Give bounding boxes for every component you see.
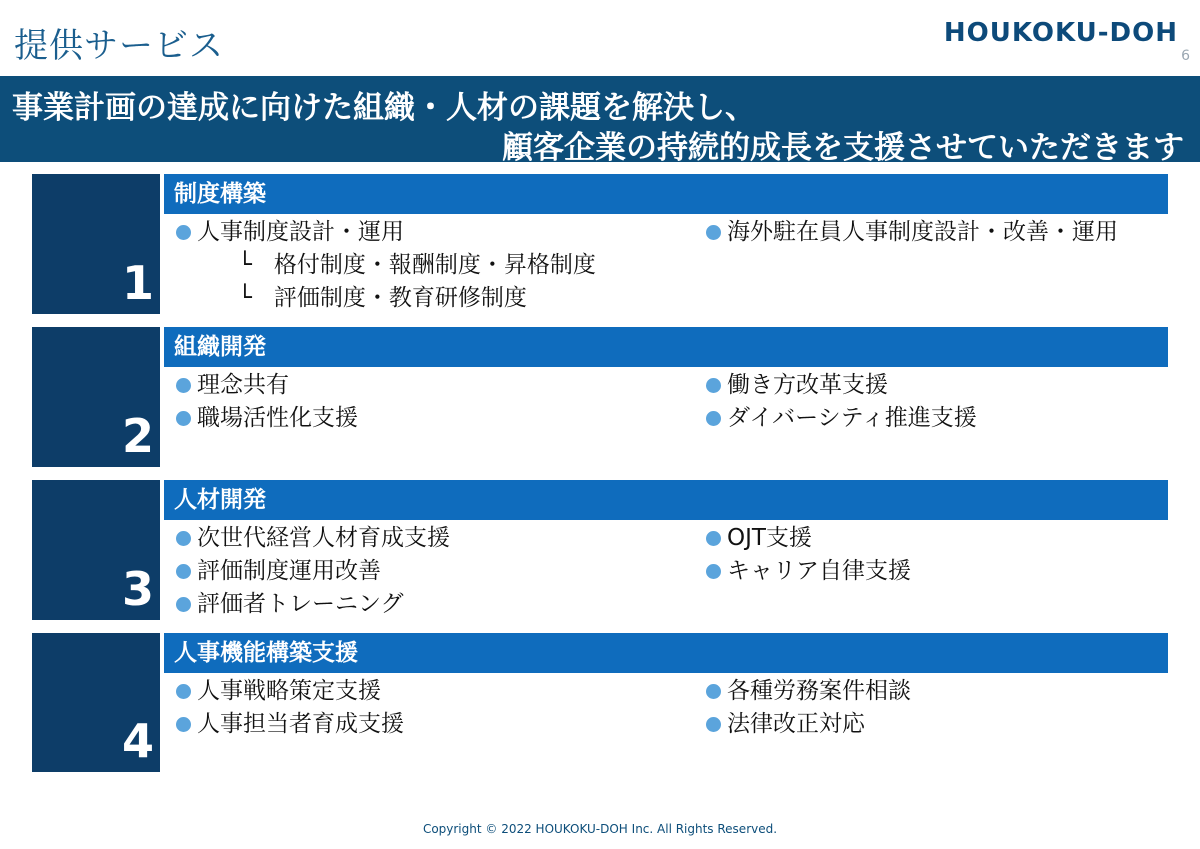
headline-banner (0, 76, 1200, 166)
bullet-icon (706, 378, 721, 393)
copyright-footer: Copyright © 2022 HOUKOKU-DOH Inc. All Rights Reserved. (422, 822, 778, 836)
bullet-icon (176, 225, 191, 240)
bullet-icon (176, 717, 191, 732)
bullet-icon (706, 564, 721, 579)
bullet-icon (706, 531, 721, 546)
bullet-icon (176, 411, 191, 426)
section-header: 人材開発 (164, 480, 1168, 520)
sub-item-marker: └ (238, 285, 252, 311)
service-section-4 (32, 633, 1168, 772)
list-item (706, 675, 911, 708)
item-label: 人事担当者育成支援 (197, 711, 404, 737)
left-column (176, 216, 596, 315)
item-label: OJT支援 (727, 525, 812, 551)
item-label: 人事制度設計・運用 (197, 219, 404, 245)
list-item (706, 216, 1118, 249)
list-item (176, 216, 596, 249)
service-section-3 (32, 480, 1168, 620)
left-column (176, 522, 450, 621)
item-label: ダイバーシティ推進支援 (727, 405, 977, 431)
list-item (706, 708, 911, 741)
list-item (176, 522, 450, 555)
left-column (176, 675, 404, 741)
list-item (706, 402, 977, 435)
section-header: 組織開発 (164, 327, 1168, 367)
section-header: 人事機能構築支援 (164, 633, 1168, 673)
page-number: 6 (1181, 48, 1190, 64)
list-item (176, 588, 450, 621)
section-number-box (32, 480, 160, 620)
bullet-icon (706, 684, 721, 699)
bullet-icon (176, 564, 191, 579)
section-header: 制度構築 (164, 174, 1168, 214)
sub-item-marker: └ (238, 252, 252, 278)
bullet-icon (176, 597, 191, 612)
list-item (706, 522, 911, 555)
list-item (706, 555, 911, 588)
bullet-icon (176, 684, 191, 699)
right-column (706, 216, 1118, 249)
sub-item-label: 格付制度・報酬制度・昇格制度 (273, 252, 596, 278)
section-number-box (32, 174, 160, 314)
bullet-icon (176, 531, 191, 546)
bullet-icon (176, 378, 191, 393)
section-number-box (32, 633, 160, 772)
section-number: 2 (121, 409, 154, 463)
section-number: 4 (121, 714, 154, 768)
section-number: 1 (121, 256, 154, 310)
item-label: 次世代経営人材育成支援 (197, 525, 450, 551)
right-column (706, 675, 911, 741)
right-column (706, 522, 911, 588)
section-number-box (32, 327, 160, 467)
item-label: 評価制度運用改善 (197, 558, 381, 584)
item-label: 働き方改革支援 (727, 372, 888, 398)
sub-item (176, 282, 596, 315)
company-logo: HOUKOKU-DOH (943, 18, 1178, 48)
list-item (176, 402, 358, 435)
right-column (706, 369, 977, 435)
list-item (176, 369, 358, 402)
item-label: 海外駐在員人事制度設計・改善・運用 (727, 219, 1118, 245)
page-title: 提供サービス (14, 26, 224, 66)
item-label: 法律改正対応 (727, 711, 865, 737)
headline-line-1: 事業計画の達成に向けた組織・人材の課題を解決し、 (12, 90, 756, 126)
item-label: キャリア自律支援 (727, 558, 911, 584)
item-label: 理念共有 (197, 372, 289, 398)
list-item (176, 675, 404, 708)
bullet-icon (706, 411, 721, 426)
sub-item (176, 249, 596, 282)
list-item (176, 708, 404, 741)
bullet-icon (706, 717, 721, 732)
item-label: 人事戦略策定支援 (197, 678, 381, 704)
bullet-icon (706, 225, 721, 240)
left-column (176, 369, 358, 435)
headline-line-2: 顧客企業の持続的成長を支援させていただきます (502, 130, 1184, 166)
item-label: 職場活性化支援 (197, 405, 358, 431)
item-label: 各種労務案件相談 (727, 678, 911, 704)
list-item (176, 555, 450, 588)
section-number: 3 (121, 562, 154, 616)
item-label: 評価者トレーニング (197, 591, 404, 617)
service-section-1 (32, 174, 1168, 314)
sub-item-label: 評価制度・教育研修制度 (273, 285, 527, 311)
list-item (706, 369, 977, 402)
service-section-2 (32, 327, 1168, 467)
